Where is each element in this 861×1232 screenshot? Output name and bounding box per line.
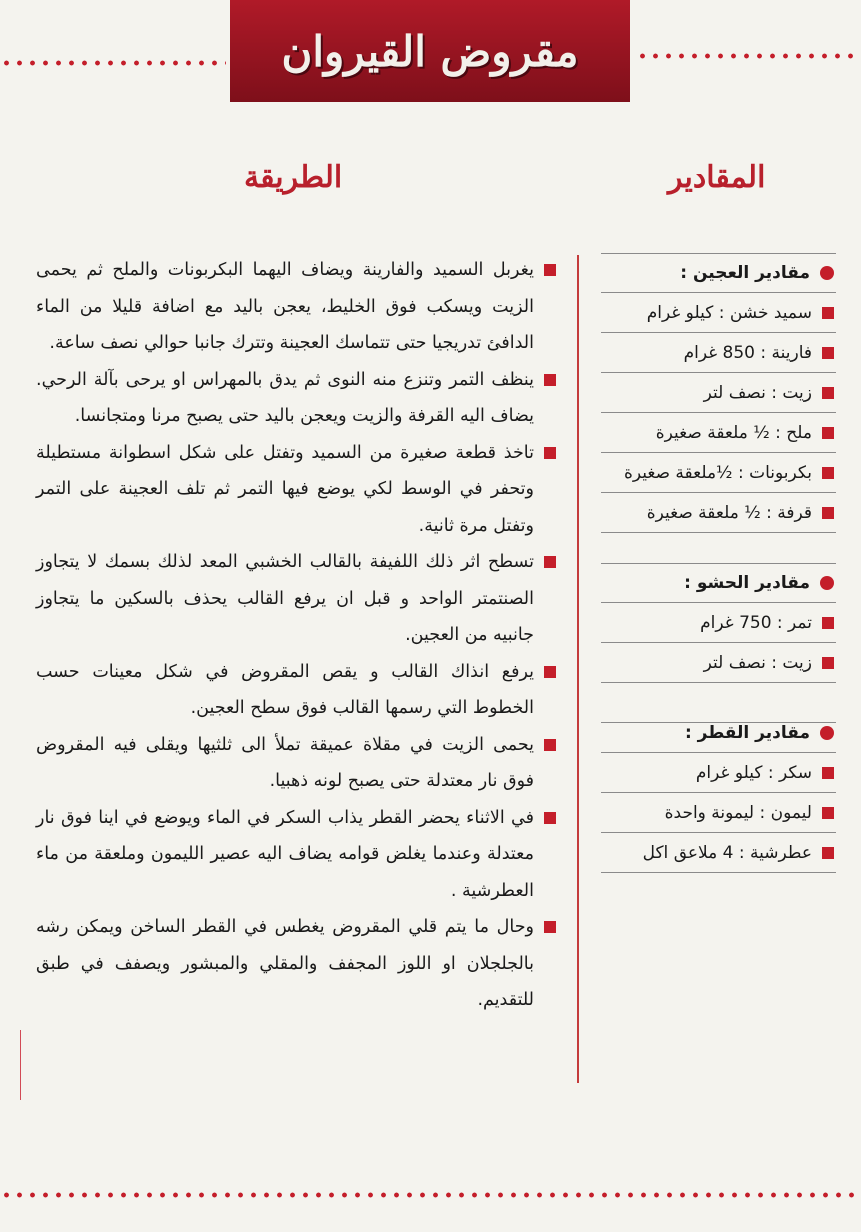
ingredient-row [601, 793, 836, 833]
step-text: وحال ما يتم قلي المقروض يغطس في القطر الساخن ويمكن رشه بالجلجلان او اللوز المجفف والمقلي والمبشور ويصفف في طبق للتقديم. [36, 917, 534, 1010]
method-step [36, 252, 556, 362]
method-step [36, 727, 556, 800]
bullet-circle-icon [820, 266, 834, 280]
bottom-dotted-line [0, 1192, 861, 1198]
method-step [36, 800, 556, 910]
bullet-square-icon [822, 847, 834, 859]
ingredient-text: فارينة : 850 غرام [683, 342, 812, 363]
ingredient-row [601, 293, 836, 333]
title-banner [230, 0, 630, 102]
dough-ingredients [601, 253, 836, 533]
method-heading: الطريقة [244, 160, 343, 195]
bullet-circle-icon [820, 576, 834, 590]
ingredient-row [601, 373, 836, 413]
ingredient-row [601, 643, 836, 683]
ingredient-row [601, 333, 836, 373]
bullet-square-icon [544, 264, 556, 276]
syrup-title: مقادير القطر : [684, 722, 810, 743]
bullet-square-icon [822, 347, 834, 359]
bullet-square-icon [822, 307, 834, 319]
step-text: ينظف التمر وتنزع منه النوى ثم يدق بالمهراس او يرحى بآلة الرحي. يضاف اليه القرفة والزيت ويعجن باليد حتى يصبح مرنا ومتجانسا. [36, 369, 534, 426]
ingredient-text: زيت : نصف لتر [703, 652, 812, 673]
ingredient-text: ليمون : ليمونة واحدة [664, 802, 812, 823]
bullet-square-icon [544, 374, 556, 386]
filling-ingredients [601, 563, 836, 723]
bullet-square-icon [822, 427, 834, 439]
bullet-square-icon [822, 657, 834, 669]
step-text: يرفع انذاك القالب و يقص المقروض في شكل معينات حسب الخطوط التي رسمها القالب فوق سطح العجين. [36, 661, 534, 718]
bullet-square-icon [822, 807, 834, 819]
ingredients-heading: المقادير [668, 160, 766, 195]
step-text: يغربل السميد والفارينة ويضاف اليهما البكربونات والملح ثم يحمى الزيت ويسكب فوق الخليط، يعجن باليد مع اضافة قليلا من الماء الدافئ تدريجيا حتى تتماسك العجينة وتترك جانبا حوالي نصف ساعة. [36, 260, 534, 353]
bullet-square-icon [544, 666, 556, 678]
column-divider [577, 255, 579, 1083]
bullet-square-icon [544, 812, 556, 824]
step-text: تسطح اثر ذلك اللفيفة بالقالب الخشبي المعد لذلك بسمك لا يتجاوز الصنتمتر الواحد و قبل ان يرفع القالب يحذف بالسكين ما يتجاوز جانبيه من العجين. [36, 552, 534, 645]
method-step [36, 435, 556, 545]
ingredient-row [601, 413, 836, 453]
syrup-ingredients [601, 713, 836, 873]
ingredient-text: سكر : كيلو غرام [695, 762, 812, 783]
method-step [36, 544, 556, 654]
method-step [36, 362, 556, 435]
ingredient-row [601, 493, 836, 533]
section-title-row [601, 253, 836, 293]
step-text: يحمى الزيت في مقلاة عميقة تملأ الى ثلثيها ويقلى فيه المقروض فوق نار معتدلة حتى يصبح لونه ذهبيا. [36, 734, 534, 791]
ingredient-text: قرفة : ½ ملعقة صغيرة [646, 502, 812, 523]
top-right-dotted-line [636, 53, 861, 59]
margin-mark [20, 1030, 21, 1100]
top-left-dotted-line [0, 60, 226, 66]
section-title-row [601, 713, 836, 753]
filling-title: مقادير الحشو : [684, 573, 810, 593]
bullet-square-icon [544, 447, 556, 459]
ingredient-row [601, 453, 836, 493]
method-step [36, 654, 556, 727]
ingredient-row [601, 603, 836, 643]
method-step [36, 909, 556, 1019]
ingredient-text: بكربونات : ½ملعقة صغيرة [623, 462, 812, 483]
section-title-row [601, 563, 836, 603]
bullet-square-icon [822, 507, 834, 519]
ingredient-row [601, 833, 836, 873]
bullet-square-icon [822, 767, 834, 779]
ingredient-text: زيت : نصف لتر [703, 382, 812, 403]
step-text: تاخذ قطعة صغيرة من السميد وتفتل على شكل اسطوانة مستطيلة وتحفر في الوسط لكي يوضع فيها التمر ثم تلف العجينة على التمر وتفتل مرة ثانية. [36, 442, 534, 536]
bullet-square-icon [544, 556, 556, 568]
dough-title: مقادير العجين : [680, 263, 810, 283]
bullet-square-icon [544, 739, 556, 751]
step-text: في الاثناء يحضر القطر يذاب السكر في الماء ويوضع في اينا فوق نار معتدلة وعندما يغلض قوامه يضاف اليه عصير الليمون وملعقة من ماء العطرشية . [36, 807, 534, 901]
method-steps [36, 252, 556, 1019]
ingredient-row [601, 753, 836, 793]
ingredient-text: سميد خشن : كيلو غرام [646, 302, 812, 323]
page-title: مقروض القيروان [281, 26, 579, 76]
bullet-square-icon [544, 921, 556, 933]
bullet-square-icon [822, 617, 834, 629]
ingredient-text: تمر : 750 غرام [700, 612, 812, 633]
bullet-square-icon [822, 387, 834, 399]
bullet-square-icon [822, 467, 834, 479]
ingredient-text: ملح : ½ ملعقة صغيرة [655, 422, 812, 443]
bullet-circle-icon [820, 726, 834, 740]
ingredient-text: عطرشية : 4 ملاعق اكل [642, 842, 812, 863]
